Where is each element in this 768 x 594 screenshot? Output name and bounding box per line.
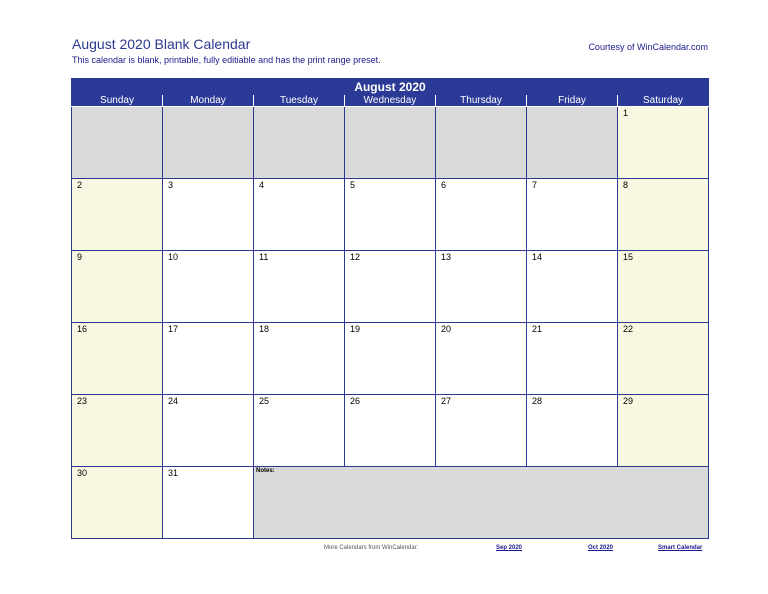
day-number: 11	[259, 252, 269, 262]
day-number: 30	[77, 468, 88, 478]
day-cell-empty	[527, 107, 618, 179]
day-number: 3	[168, 180, 174, 190]
page-subtitle: This calendar is blank, printable, fully editiable and has the print range preset.	[72, 55, 381, 65]
day-cell[interactable]	[163, 323, 254, 395]
day-cell[interactable]	[618, 323, 709, 395]
day-cell[interactable]	[436, 323, 527, 395]
day-number: 31	[168, 468, 179, 478]
day-cell[interactable]	[163, 179, 254, 251]
weekday-sunday: Sunday	[72, 95, 163, 107]
week-row	[72, 107, 709, 179]
day-number: 29	[623, 396, 634, 406]
day-number: 20	[441, 324, 452, 334]
week-row	[72, 395, 709, 467]
day-cell[interactable]	[345, 323, 436, 395]
day-cell-empty	[254, 107, 345, 179]
week-row	[72, 251, 709, 323]
day-cell[interactable]	[527, 179, 618, 251]
week-row	[72, 467, 709, 539]
day-number: 17	[168, 324, 179, 334]
day-cell[interactable]	[254, 323, 345, 395]
day-cell[interactable]	[436, 251, 527, 323]
day-cell[interactable]	[345, 179, 436, 251]
day-number: 8	[623, 180, 629, 190]
day-number: 22	[623, 324, 634, 334]
oct-2020-link[interactable]: Oct 2020	[588, 545, 614, 551]
day-number: 13	[441, 252, 452, 262]
day-cell-empty	[163, 107, 254, 179]
day-cell[interactable]	[254, 251, 345, 323]
day-cell-empty	[345, 107, 436, 179]
day-number: 27	[441, 396, 452, 406]
day-cell[interactable]	[163, 395, 254, 467]
day-cell[interactable]	[72, 467, 163, 539]
day-number: 23	[77, 396, 88, 406]
notes-label: Notes:	[256, 468, 275, 474]
day-cell[interactable]	[163, 467, 254, 539]
day-cell[interactable]	[254, 179, 345, 251]
day-cell[interactable]	[618, 179, 709, 251]
day-cell[interactable]	[163, 251, 254, 323]
weekday-thursday: Thursday	[436, 95, 527, 107]
day-number: 14	[532, 252, 543, 262]
day-cell[interactable]	[436, 179, 527, 251]
day-cell-empty	[436, 107, 527, 179]
day-number: 4	[259, 180, 265, 190]
day-cell[interactable]	[254, 395, 345, 467]
day-cell[interactable]	[436, 395, 527, 467]
day-number: 25	[259, 396, 270, 406]
day-cell[interactable]	[72, 395, 163, 467]
day-number: 18	[259, 324, 270, 334]
day-number: 5	[350, 180, 356, 190]
day-number: 24	[168, 396, 179, 406]
more-calendars-text: More Calendars from WinCalendar:	[324, 545, 419, 551]
week-row	[72, 323, 709, 395]
weekday-saturday: Saturday	[618, 95, 709, 107]
day-number: 28	[532, 396, 543, 406]
day-number: 15	[623, 252, 634, 262]
calendar-grid	[71, 78, 709, 539]
day-cell[interactable]	[345, 251, 436, 323]
day-cell-empty	[72, 107, 163, 179]
smart-calendar-link[interactable]: Smart Calendar	[658, 545, 703, 551]
day-number: 21	[532, 324, 543, 334]
day-number: 12	[350, 252, 361, 262]
day-cell[interactable]	[618, 395, 709, 467]
page-title: August 2020 Blank Calendar	[72, 36, 251, 52]
notes-area[interactable]	[254, 467, 709, 539]
day-number: 1	[623, 108, 629, 118]
day-number: 6	[441, 180, 447, 190]
day-cell[interactable]	[72, 179, 163, 251]
weekday-tuesday: Tuesday	[254, 95, 345, 107]
weekday-monday: Monday	[163, 95, 254, 107]
sep-2020-link[interactable]: Sep 2020	[496, 545, 523, 551]
day-cell[interactable]	[72, 251, 163, 323]
weekday-friday: Friday	[527, 95, 618, 107]
day-cell[interactable]	[527, 395, 618, 467]
day-cell[interactable]	[72, 323, 163, 395]
month-title: August 2020	[72, 79, 709, 95]
day-number: 26	[350, 396, 361, 406]
day-number: 2	[77, 180, 83, 190]
day-number: 7	[532, 180, 538, 190]
day-cell[interactable]	[345, 395, 436, 467]
day-number: 16	[77, 324, 88, 334]
day-number: 19	[350, 324, 361, 334]
day-cell[interactable]	[618, 107, 709, 179]
day-cell[interactable]	[527, 251, 618, 323]
week-row	[72, 179, 709, 251]
weekday-wednesday: Wednesday	[345, 95, 436, 107]
courtesy-link[interactable]: Courtesy of WinCalendar.com	[588, 42, 708, 52]
day-number: 9	[77, 252, 83, 262]
day-cell[interactable]	[527, 323, 618, 395]
day-cell[interactable]	[618, 251, 709, 323]
day-number: 10	[168, 252, 179, 262]
